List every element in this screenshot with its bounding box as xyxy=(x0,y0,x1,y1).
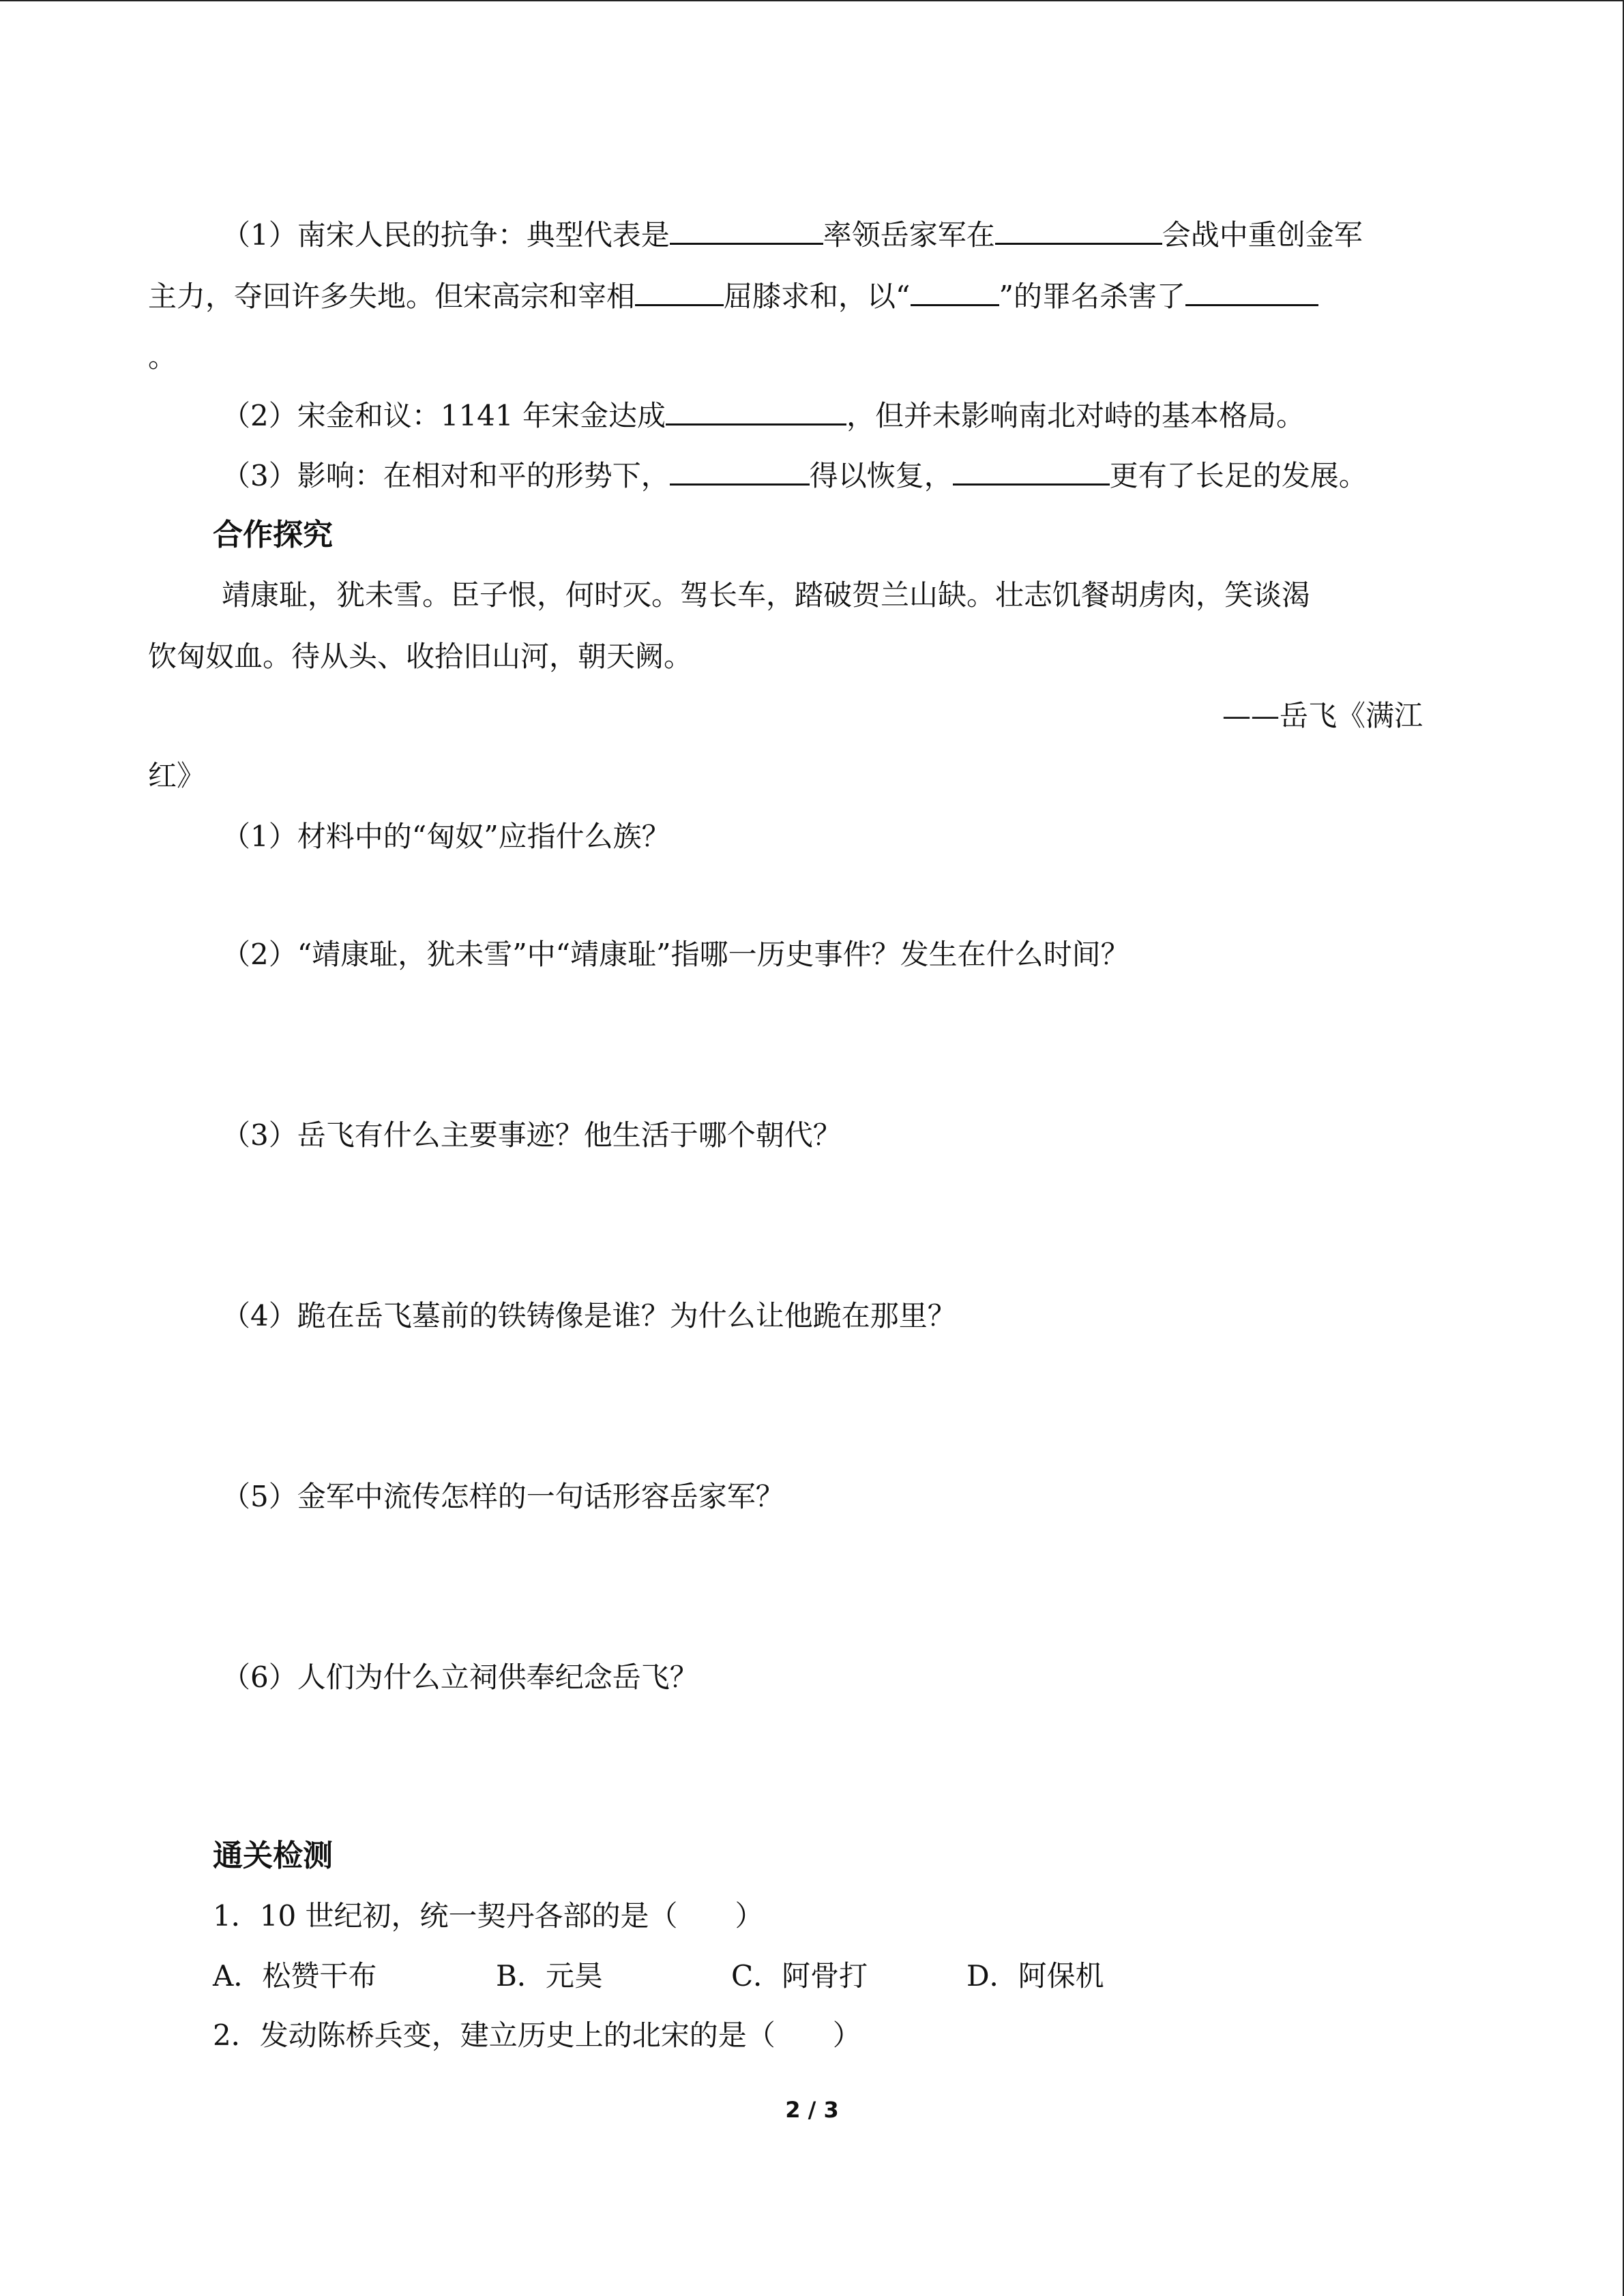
section-heading-coop: 合作探究 xyxy=(213,518,333,552)
coop-question: （5）金军中流传怎样的一句话形容岳家军？ xyxy=(222,1480,784,1513)
test-options-1 xyxy=(213,1956,1104,1997)
option-c[interactable]: C．阿骨打 xyxy=(731,1959,868,1993)
fill-q1-line1 xyxy=(222,215,1363,256)
option-b[interactable]: B．元昊 xyxy=(496,1959,603,1993)
answer-blank[interactable] xyxy=(670,215,823,245)
fill-q1-line3 xyxy=(148,337,177,378)
coop-question: （3）岳飞有什么主要事迹？他生活于哪个朝代？ xyxy=(222,1118,842,1152)
test-question-2: 2．发动陈桥兵变，建立历史上的北宋的是（ ） xyxy=(213,2018,861,2052)
poem-source-end: 红》 xyxy=(148,759,206,792)
answer-blank[interactable] xyxy=(670,456,810,486)
text: 屈膝求和，以“ xyxy=(724,280,911,313)
text: （3）影响：在相对和平的形势下， xyxy=(222,459,670,492)
answer-blank[interactable] xyxy=(1185,277,1318,306)
text: （1）南宋人民的抗争：典型代表是 xyxy=(222,218,670,252)
answer-blank[interactable] xyxy=(666,396,846,426)
answer-blank[interactable] xyxy=(953,456,1110,486)
poem-line-1: 靖康耻，犹未雪。臣子恨，何时灭。驾长车，踏破贺兰山缺。壮志饥餐胡虏肉，笑谈渴 xyxy=(222,578,1311,612)
coop-question: （4）跪在岳飞墓前的铁铸像是谁？为什么让他跪在那里？ xyxy=(222,1299,956,1332)
fill-q3 xyxy=(222,456,1368,496)
text: 得以恢复， xyxy=(809,459,953,492)
text: ，但并未影响南北对峙的基本格局。 xyxy=(846,399,1305,432)
test-question-1: 1．10 世纪初，统一契丹各部的是（ ） xyxy=(213,1899,764,1933)
top-border xyxy=(0,0,1624,1)
text: （2）宋金和议：1141 年宋金达成 xyxy=(222,399,666,432)
poem-line-2: 饮匈奴血。待从头、收拾旧山河，朝天阙。 xyxy=(148,640,693,673)
fill-q2 xyxy=(222,396,1305,436)
answer-blank[interactable] xyxy=(995,215,1162,245)
text: 。 xyxy=(148,340,177,374)
section-heading-test: 通关检测 xyxy=(213,1838,333,1873)
text: ”的罪名杀害了 xyxy=(999,280,1185,313)
coop-question: （6）人们为什么立祠供奉纪念岳飞？ xyxy=(222,1660,698,1694)
text: 主力，夺回许多失地。但宋高宗和宰相 xyxy=(148,280,636,313)
option-d[interactable]: D．阿保机 xyxy=(966,1959,1104,1993)
coop-question: （1）材料中的“匈奴”应指什么族？ xyxy=(222,820,670,853)
answer-blank[interactable] xyxy=(911,277,999,306)
answer-blank[interactable] xyxy=(635,277,724,306)
fill-q1-line2 xyxy=(148,276,1318,317)
poem-source: ——岳飞《满江 xyxy=(1222,699,1423,732)
coop-question: （2）“靖康耻，犹未雪”中“靖康耻”指哪一历史事件？发生在什么时间？ xyxy=(222,938,1130,971)
text: 率领岳家军在 xyxy=(823,218,995,252)
option-a[interactable]: A．松赞干布 xyxy=(213,1959,377,1993)
text: 更有了长足的发展。 xyxy=(1109,459,1368,492)
page-number: 2 / 3 xyxy=(785,2097,839,2123)
text: 会战中重创金军 xyxy=(1162,218,1363,252)
